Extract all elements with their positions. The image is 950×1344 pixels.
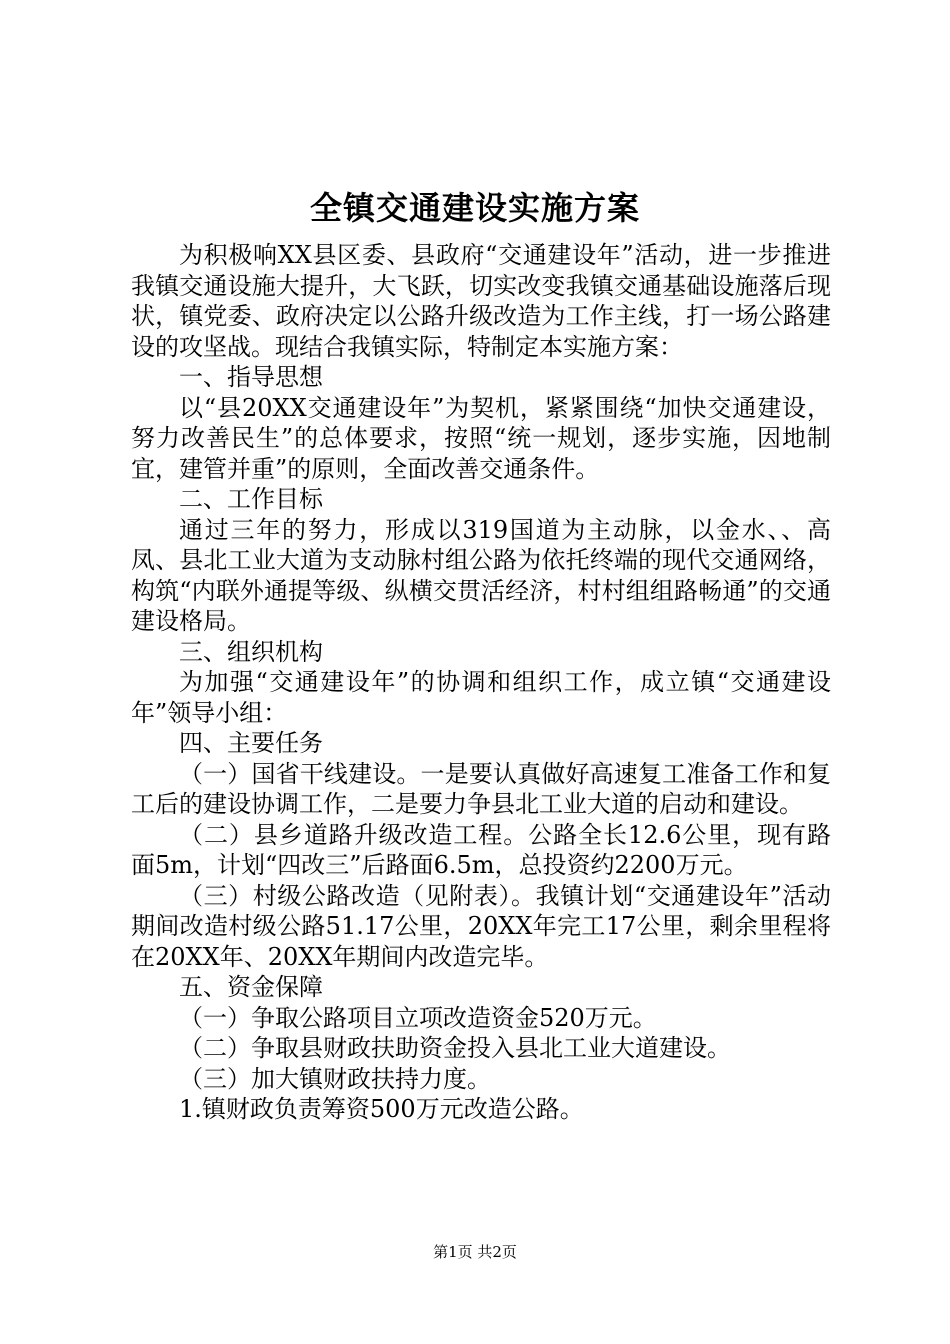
funding-item-1: （一）争取公路项目立项改造资金520万元。 [179,1003,657,1032]
section-heading-guiding-thought: 一、指导思想 [179,363,323,391]
document-title: 全镇交通建设实施方案 [309,189,640,227]
guiding-thought-paragraph: 以“县20XX交通建设年”为契机，紧紧围绕“加快交通建设，努力改善民生”的总体要求，按照“统一规划，逐步实施，因地制宜，建管并重”的原则，全面改善交通条件。 [131,393,831,483]
main-task-3-paragraph: （三）村级公路改造（见附表）。我镇计划“交通建设年”活动期间改造村级公路51.17公里，20XX年完工17公里，剩余里程将在20XX年、20XX年期间内改造完毕。 [131,881,831,971]
funding-item-3: （三）加大镇财政扶持力度。 [179,1064,491,1093]
section-heading-organization: 三、组织机构 [179,637,323,666]
section-heading-funding: 五、资金保障 [179,973,323,1001]
section-heading-work-goals: 二、工作目标 [179,485,323,513]
funding-item-2: （二）争取县财政扶助资金投入县北工业大道建设。 [179,1034,731,1062]
main-task-1-paragraph: （一）国省干线建设。一是要认真做好高速复工准备工作和复工后的建设协调工作，二是要力争县北工业大道的启动和建设。 [131,759,831,818]
work-goals-paragraph: 通过三年的努力，形成以319国道为主动脉，以金水、、高凤、县北工业大道为支动脉村组公路为依托终端的现代交通网络，构筑“内联外通提等级、纵横交贯活经济，村村组组路畅通”的交通建设格局。 [131,515,831,635]
section-heading-main-tasks: 四、主要任务 [179,729,323,757]
funding-subitem-1: 1.镇财政负责筹资500万元改造公路。 [179,1095,584,1123]
intro-paragraph: 为积极响XX县区委、县政府“交通建设年”活动，进一步推进我镇交通设施大提升，大飞跃，切实改变我镇交通基础设施落后现状，镇党委、政府决定以公路升级改造为工作主线，打一场公路建设的攻坚战。现结合我镇实际，特制定本实施方案： [131,241,831,361]
document-body [131,240,831,1125]
page-number-footer: 第1页 共2页 [433,1243,517,1261]
main-task-2-paragraph: （二）县乡道路升级改造工程。公路全长12.6公里，现有路面5m，计划“四改三”后路面6.5m，总投资约2200万元。 [131,820,831,879]
organization-paragraph: 为加强“交通建设年”的协调和组织工作，成立镇“交通建设年”领导小组： [131,668,831,727]
